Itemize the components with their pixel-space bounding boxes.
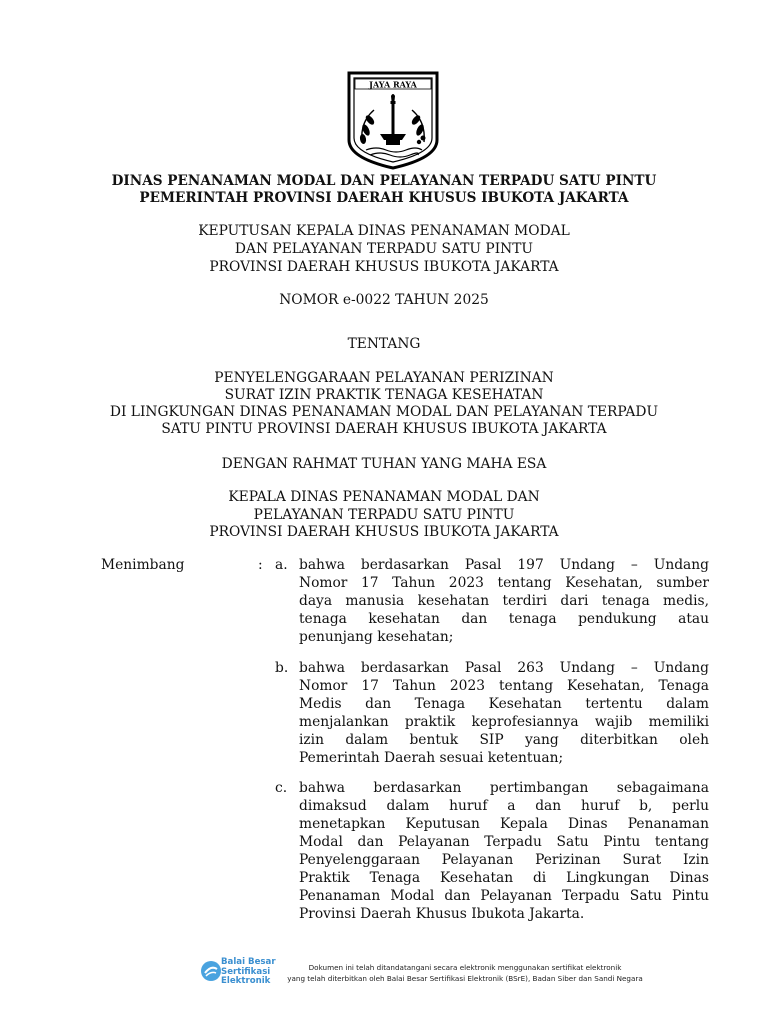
subject-line: SURAT IZIN PRAKTIK TENAGA KESEHATAN <box>224 387 544 403</box>
subject-line: SATU PINTU PROVINSI DAERAH KHUSUS IBUKOTA JAKARTA <box>161 421 607 437</box>
subject-line: PENYELENGGARAAN PELAYANAN PERIZINAN <box>214 370 554 386</box>
decree-number: NOMOR e-0022 TAHUN 2025 <box>279 292 489 308</box>
considering-item-b: bahwa berdasarkan Pasal 263 Undang – Undang Nomor 17 Tahun 2023 tentang Kesehatan, Tenaga Medis dan Tenaga Kesehatan tertentu dalam menjalankan praktik keprofesiannya wajib memiliki izin dalam bentuk SIP yang diterbitkan oleh Pemerintah Daerah sesuai ketentuan; <box>299 660 709 766</box>
e-signature-note: Dokumen ini telah ditandatangani secara elektronik menggunakan sertifikat elektronik yang telah diterbitkan oleh Balai Besar Sertifikasi Elektronik (BSrE), Badan Siber dan Sandi Negara <box>287 963 643 983</box>
government-name: PEMERINTAH PROVINSI DAERAH KHUSUS IBUKOTA JAKARTA <box>139 190 629 206</box>
decree-title-line: PROVINSI DAERAH KHUSUS IBUKOTA JAKARTA <box>209 259 559 275</box>
item-letter: c. <box>275 780 288 796</box>
blessing: DENGAN RAHMAT TUHAN YANG MAHA ESA <box>221 456 547 472</box>
agency-name: DINAS PENANAMAN MODAL DAN PELAYANAN TERPADU SATU PINTU <box>111 173 657 189</box>
authority-line: PROVINSI DAERAH KHUSUS IBUKOTA JAKARTA <box>209 524 559 540</box>
decree-title-line: DAN PELAYANAN TERPADU SATU PINTU <box>234 241 534 257</box>
considering-item-c: bahwa berdasarkan pertimbangan sebagaimana dimaksud dalam huruf a dan huruf b, perlu menetapkan Keputusan Kepala Dinas Penanaman Modal dan Pelayanan Terpadu Satu Pintu tentang Penyelenggaraan Pelayanan Perizinan Surat Izin Praktik Tenaga Kesehatan di Lingkungan Dinas Penanaman Modal dan Pelayanan Terpadu Satu Pintu Provinsi Daerah Khusus Ibukota Jakarta. <box>299 780 709 922</box>
decree-title-line: KEPUTUSAN KEPALA DINAS PENANAMAN MODAL <box>198 223 570 239</box>
subject-line: DI LINGKUNGAN DINAS PENANAMAN MODAL DAN PELAYANAN TERPADU <box>109 404 659 420</box>
considering-item-a: bahwa berdasarkan Pasal 197 Undang – Undang Nomor 17 Tahun 2023 tentang Kesehatan, sumber daya manusia kesehatan terdiri dari tenaga medis, tenaga kesehatan dan tenaga pendukung atau penunjang kesehatan; <box>299 557 709 645</box>
authority-line: KEPALA DINAS PENANAMAN MODAL DAN <box>228 489 540 505</box>
jakarta-emblem-icon <box>346 70 440 170</box>
item-letter: a. <box>275 557 288 573</box>
about-label: TENTANG <box>347 336 421 352</box>
authority-line: PELAYANAN TERPADU SATU PINTU <box>253 507 515 523</box>
considering-colon: : <box>258 557 263 573</box>
bsre-name: Balai Besar Sertifikasi Elektronik <box>221 957 276 986</box>
considering-label: Menimbang <box>101 557 185 573</box>
emblem-motto: JAYA RAYA <box>369 79 417 90</box>
item-letter: b. <box>275 660 289 676</box>
bsre-logo-icon <box>200 960 222 982</box>
